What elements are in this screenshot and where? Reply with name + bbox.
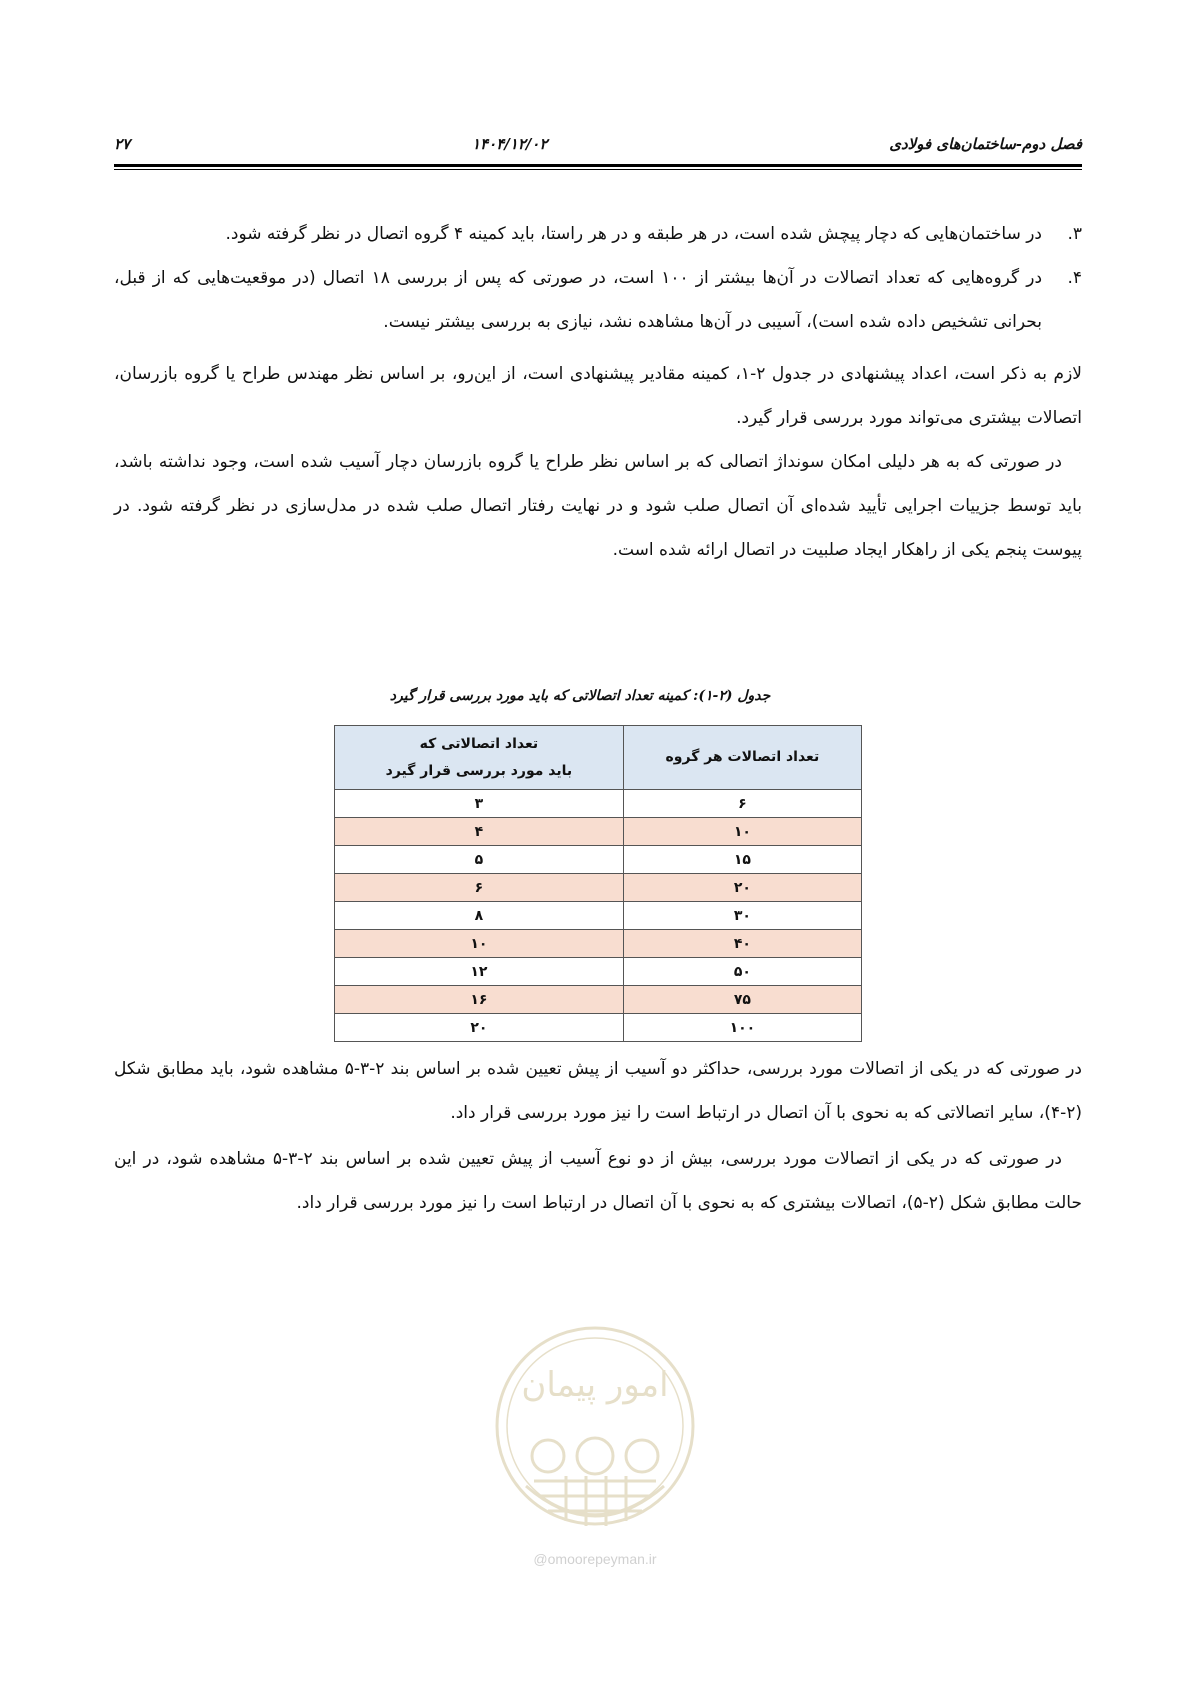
page-date: ۱۴۰۴/۱۲/۰۲ <box>471 135 548 153</box>
group-count-cell: ۶ <box>623 790 861 818</box>
table-row <box>335 874 862 902</box>
check-count-cell: ۴ <box>335 818 624 846</box>
paragraph: در صورتی که به هر دلیلی امکان سونداژ اتصالی که بر اساس نظر طراح یا گروه بازرسان دچار آسیب شده است، وجود نداشته باشد، باید توسط جزییات اجرایی تأیید شده‌ای آن اتصال صلب شود و در نهایت رفتار اتصال صلب شده در مدل‌سازی در نظر گرفته شود. در پیوست پنجم یکی از راهکار ایجاد صلبیت در اتصال ارائه شده است. <box>114 452 1082 560</box>
connections-table <box>334 725 862 1042</box>
watermark-url: @omoorepeyman.ir <box>533 1551 657 1567</box>
paragraph: در صورتی که در یکی از اتصالات مورد بررسی، بیش از دو نوع آسیب از پیش تعیین شده بر اساس بند ۲-۳-۵ مشاهده شود، در این حالت مطابق شکل (۲-۵)، اتصالات بیشتری که به نحوی با آن اتصال در ارتباط است را نیز مورد بررسی قرار داد. <box>114 1149 1082 1213</box>
watermark-logo-text: امور پیمان <box>521 1365 669 1405</box>
check-count-cell: ۱۲ <box>335 958 624 986</box>
table-row <box>335 846 862 874</box>
column-header-check-line2: باید مورد بررسی قرار گیرد <box>385 762 573 779</box>
column-header-check-line1: تعداد اتصالاتی که <box>419 735 539 752</box>
table-row <box>335 1014 862 1042</box>
table-row <box>335 930 862 958</box>
page-number: ۲۷ <box>114 135 131 153</box>
page-header <box>114 128 1082 160</box>
table-row <box>335 986 862 1014</box>
group-count-cell: ۵۰ <box>623 958 861 986</box>
check-count-cell: ۱۰ <box>335 930 624 958</box>
check-count-cell: ۶ <box>335 874 624 902</box>
table-caption: جدول (۲-۱): کمینه تعداد اتصالاتی که باید مورد بررسی قرار گیرد <box>389 688 771 704</box>
check-count-cell: ۸ <box>335 902 624 930</box>
chapter-title: فصل دوم-ساختمان‌های فولادی <box>889 135 1082 153</box>
column-header-group: تعداد اتصالات هر گروه <box>623 726 861 790</box>
group-count-cell: ۳۰ <box>623 902 861 930</box>
group-count-cell: ۴۰ <box>623 930 861 958</box>
list-number: ۴. <box>1067 268 1082 288</box>
check-count-cell: ۲۰ <box>335 1014 624 1042</box>
table-row <box>335 902 862 930</box>
column-header-check <box>335 726 624 790</box>
list-text: در گروه‌هایی که تعداد اتصالات در آن‌ها بیشتر از ۱۰۰ است، در صورتی که پس از بررسی ۱۸ اتصال (در موقعیت‌هایی که از قبل، بحرانی تشخیص داده شده است)، آسیبی در آن‌ها مشاهده نشد، نیازی به بررسی بیشتر نیست. <box>114 268 1043 332</box>
table-row <box>335 958 862 986</box>
paragraph: لازم به ذکر است، اعداد پیشنهادی در جدول ۲-۱، کمینه مقادیر پیشنهادی است، از این‌رو، بر اساس نظر مهندس طراح یا گروه بازرسان، اتصالات بیشتری می‌تواند مورد بررسی قرار گیرد. <box>114 364 1082 428</box>
group-count-cell: ۷۵ <box>623 986 861 1014</box>
list-item <box>114 256 1082 344</box>
list-text: در ساختمان‌هایی که دچار پیچش شده است، در هر طبقه و در هر راستا، باید کمینه ۴ گروه اتصال در نظر گرفته شود. <box>225 224 1042 244</box>
watermark-logo <box>486 1316 704 1567</box>
table-row <box>335 818 862 846</box>
header-rule-thin <box>114 169 1082 170</box>
header-rule <box>114 164 1082 167</box>
check-count-cell: ۵ <box>335 846 624 874</box>
group-count-cell: ۲۰ <box>623 874 861 902</box>
table-row <box>335 790 862 818</box>
paragraph: در صورتی که در یکی از اتصالات مورد بررسی، حداکثر دو آسیب از پیش تعیین شده بر اساس بند ۲-۳-۵ مشاهده شود، باید مطابق شکل (۲-۴)، سایر اتصالاتی که به نحوی با آن اتصال در ارتباط است را نیز مورد بررسی قرار داد. <box>114 1059 1082 1123</box>
check-count-cell: ۱۶ <box>335 986 624 1014</box>
watermark-seal-icon <box>486 1316 704 1546</box>
table-header-row <box>335 726 862 790</box>
list-item <box>114 212 1082 256</box>
group-count-cell: ۱۰ <box>623 818 861 846</box>
list-number: ۳. <box>1067 224 1082 244</box>
after-table-text <box>114 1047 1082 1225</box>
check-count-cell: ۳ <box>335 790 624 818</box>
group-count-cell: ۱۵ <box>623 846 861 874</box>
group-count-cell: ۱۰۰ <box>623 1014 861 1042</box>
main-text <box>114 212 1082 572</box>
